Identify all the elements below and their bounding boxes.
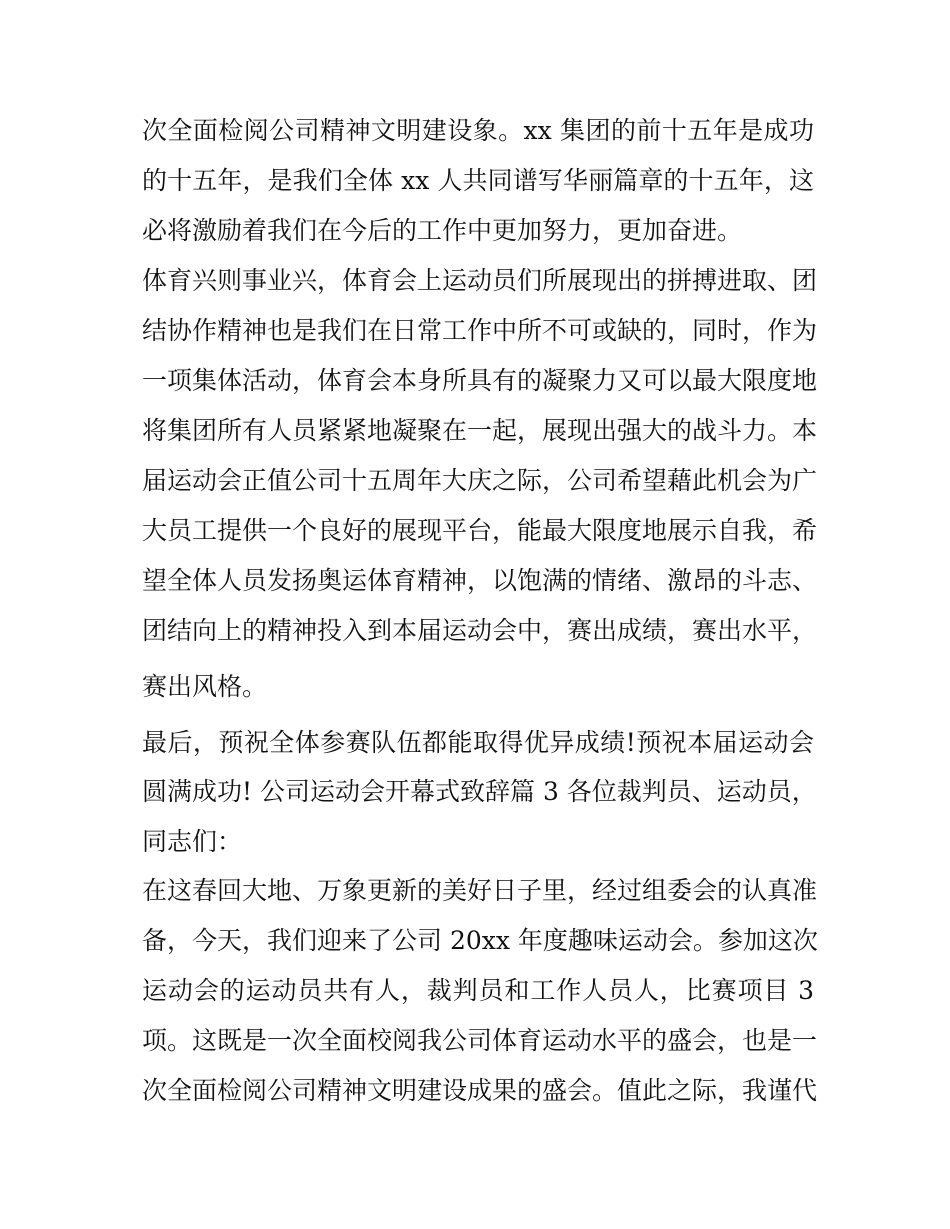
text-line: 在这春回大地、万象更新的美好日子里，经过组委会的认真准 [142, 876, 818, 905]
text-line: 圆满成功! 公司运动会开幕式致辞篇 3 各位裁判员、运动员， [142, 777, 817, 806]
text-line: 最后，预祝全体参赛队伍都能取得优异成绩!预祝本届运动会 [142, 728, 814, 757]
text-line: 团结向上的精神投入到本届运动会中，赛出成绩，赛出水平， [142, 616, 818, 645]
text-line: 同志们： [142, 827, 243, 856]
text-line: 次全面检阅公司精神文明建设成果的盛会。值此之际，我谨代 [142, 1076, 818, 1105]
text-line: 备，今天，我们迎来了公司 20xx 年度趣味运动会。参加这次 [142, 926, 818, 955]
text-line: 次全面检阅公司精神文明建设象。xx 集团的前十五年是成功 [142, 116, 814, 145]
text-line: 一项集体活动，体育会本身所具有的凝聚力又可以最大限度地 [142, 366, 818, 395]
text-line: 届运动会正值公司十五周年大庆之际，公司希望藉此机会为广 [142, 466, 818, 495]
text-line: 项。这既是一次全面校阅我公司体育运动水平的盛会，也是一 [142, 1026, 818, 1055]
text-line: 的十五年，是我们全体 xx 人共同谱写华丽篇章的十五年，这 [142, 166, 814, 195]
text-line: 望全体人员发扬奥运体育精神，以饱满的情绪、激昂的斗志、 [142, 566, 818, 595]
text-line: 赛出风格。 [142, 672, 268, 701]
text-line: 必将激励着我们在今后的工作中更加努力，更加奋进。 [142, 216, 743, 245]
text-line: 结协作精神也是我们在日常工作中所不可或缺的，同时，作为 [142, 316, 818, 345]
text-line: 将集团所有人员紧紧地凝聚在一起，展现出强大的战斗力。本 [142, 416, 818, 445]
text-line: 大员工提供一个良好的展现平台，能最大限度地展示自我，希 [142, 516, 818, 545]
text-line: 运动会的运动员共有人，裁判员和工作人员人，比赛项目 3 [142, 976, 814, 1005]
text-line: 体育兴则事业兴，体育会上运动员们所展现出的拼搏进取、团 [142, 266, 818, 295]
